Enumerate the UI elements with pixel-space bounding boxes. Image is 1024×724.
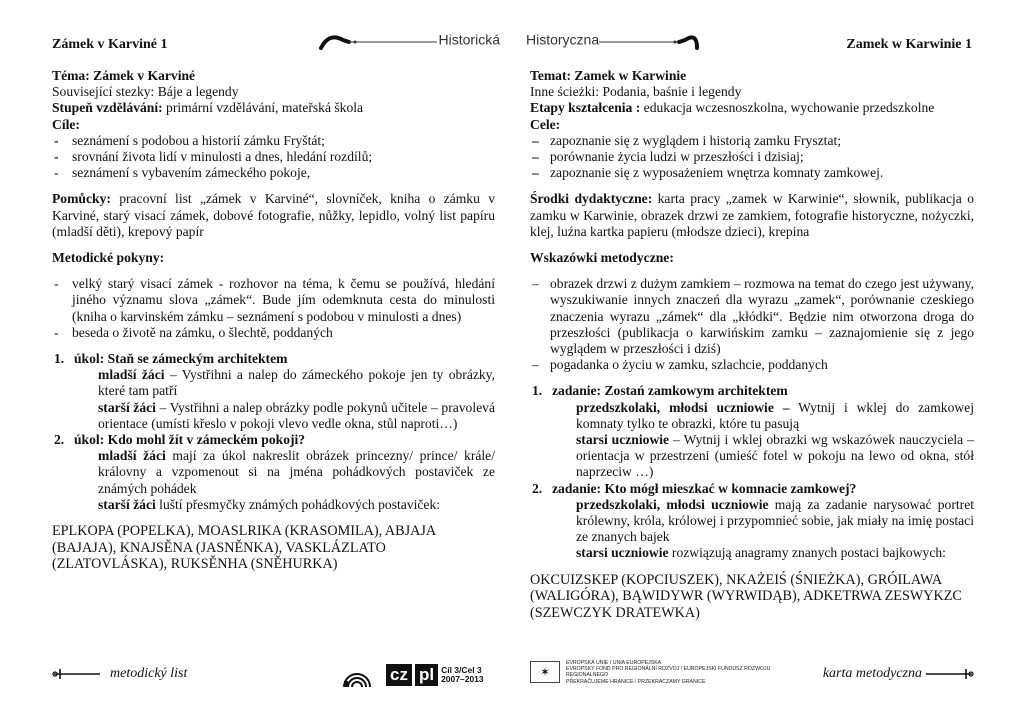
task-item: 2. zadanie: Kto mógł mieszkać w komnacie zamkowej? przedszkolaki, młodsi uczniowie mają za zadanie narysować portret królewny, króla, królowej i przypomnieć sobie, jak miały na imię postaci ze znanych bajek starsi uczniowie rozwiązują anagramy znanych postaci bajkowych: xyxy=(532,480,974,561)
method-list xyxy=(530,276,974,373)
sword-icon xyxy=(922,667,974,681)
list-item: - seznámení s podobou a historií zámku Fryštát; xyxy=(54,132,325,148)
related-trails: Související stezky: Báje a legendy xyxy=(52,84,239,100)
eu-logo: ✶ EVROPSKÁ UNIE / UNIA EUROPEJSKA EVROPSKÝ FOND PRO REGIONÁLNÍ ROZVOJ / EUROPEJSKI FUNDUSZ ROZWOJU REGIONALNEGO PŘEKRAČUJEME HRANICE / PRZEKRACZAMY GRANICE xyxy=(530,660,806,685)
method-heading: Wskazówki metodyczne: xyxy=(530,250,674,266)
anagram-list: OKCUIZSKEP (KOPCIUSZEK), NKAŻEIŚ (ŚNIEŻKA), GRÓILAWA (WALIGÓRA), BĄWIDYWR (WYRWIDĄB), ADKETRWA ZESWYKZC (SZEWCZYK DRATEWKA) xyxy=(530,571,962,621)
level-value: edukacja wczesnoszkolna, wychowanie przedszkolne xyxy=(640,100,935,116)
trail-arc-icon xyxy=(319,30,439,52)
page-header-title: Zámek v Karviné 1 xyxy=(52,37,168,52)
list-item: - srovnání života lidí v minulosti a dnes, hledání rozdílů; xyxy=(54,149,373,165)
footer-label: metodický list xyxy=(110,666,188,681)
page-header-title: Zamek w Karwinie 1 xyxy=(846,37,972,52)
task-list xyxy=(530,383,974,561)
footer-label: karta metodyczna xyxy=(822,666,922,681)
list-item: – zapoznanie się z wyglądem i historią zamku Frysztat; xyxy=(532,132,842,148)
level-label: Etapy kształcenia : xyxy=(530,100,641,116)
right-page-polish xyxy=(512,0,1024,724)
task-list xyxy=(52,351,495,513)
anagram-list: EPLKOPA (POPELKA), MOASLRIKA (KRASOMILA), ABJAJA (BAJAJA), KNAJSĚNA (JASNĚNKA), VASKLÁZLATO (ZLATOVLÁSKA), RUKSĚNHA (SNĚHURKA) xyxy=(52,523,436,573)
eu-flag-icon: ✶ xyxy=(530,661,560,683)
brand-text: Historická xyxy=(438,31,500,48)
goals-list xyxy=(52,133,495,182)
rainbow-logo-icon xyxy=(340,661,374,689)
method-heading: Metodické pokyny: xyxy=(52,250,165,266)
partner-logos xyxy=(340,660,484,690)
goals-label: Cíle: xyxy=(52,116,80,132)
brand-trail-logo xyxy=(526,30,699,52)
goals-label: Cele: xyxy=(530,116,561,132)
list-item: – pogadanka o życiu w zamku, szlachcie, poddanych xyxy=(532,357,828,373)
list-item: - velký starý visací zámek - rozhovor na téma, k čemu se používá, hledání jiného významu slova „zámek“. Bude jím odemknuta cesta do minulosti (kniha o karvinském zámku – seznámení s podobou v minulosti a dnes) xyxy=(54,276,495,324)
brand-text: Historyczna xyxy=(526,31,600,48)
topic: Téma: Zámek v Karviné xyxy=(52,68,196,83)
brand-trail-logo xyxy=(319,30,500,52)
list-item: – zapoznanie się z wyposażeniem wnętrza komnaty zamkowej. xyxy=(532,165,884,181)
list-item: – obrazek drzwi z dużym zamkiem – rozmowa na temat do czego jest używany, wyszukiwanie innych znaczeń dla wyrazu „zamek“, porównanie czeskiego znaczenia wyrazu „zámek“ dla „kłódki“. Będzie nim otworzona droga do przeszłości (publikacja o karwińskim zamku – zaznajomienie się z jego wyglądem w przeszłości i dziś) xyxy=(532,276,974,357)
level-label: Stupeň vzdělávání: xyxy=(52,100,163,116)
list-item: - beseda o životě na zámku, o šlechtě, poddaných xyxy=(54,324,333,340)
task-item: 2. úkol: Kdo mohl žít v zámeckém pokoji? mladší žáci mají za úkol nakreslit obrázek princezny/ prince/ krále/ královny a vzpomenout si na jména pohádkových postaviček ze známých pohádek starší žáci luští přesmyčky známých pohádkových postaviček: xyxy=(54,432,495,512)
aids-paragraph: Środki dydaktyczne: karta pracy „zamek w Karwinie“, słownik, publikacja o zamku w Karwinie, obrazek drzwi ze zamkiem, fotografie historyczne, nożyczki, klej, luźna kartka papieru (młodsze dzieci), krepina xyxy=(530,191,974,239)
page-content xyxy=(52,68,495,573)
method-list xyxy=(52,276,495,341)
topic: Temat: Zamek w Karwinie xyxy=(530,68,687,83)
list-item: - seznámení s vybavením zámeckého pokoje, xyxy=(54,165,311,181)
related-trails: Inne ścieżki: Podania, baśnie i legendy xyxy=(530,84,742,100)
list-item: – porównanie życia ludzi w przeszłości i dzisiaj; xyxy=(532,149,804,165)
trail-arc-icon xyxy=(599,30,699,52)
page-content xyxy=(530,68,974,621)
level-value: primární vzdělávání, mateřská škola xyxy=(162,100,364,116)
task-item: 1. úkol: Staň se zámeckým architektem mladší žáci – Vystřihni a nalep do zámeckého pokoje jen ty obrázky, které tam patří starší žáci – Vystřihni a nalep obrázky podle pokynů učitele – pravolevá orientace (umísti křeslo v pokoji vlevo vedle okna, stůl naproti…) xyxy=(54,351,495,431)
sword-icon xyxy=(52,667,104,681)
goals-list xyxy=(530,133,974,182)
czpl-logo: cz pl Cíl 3/Cel 3 2007–2013 xyxy=(386,664,484,686)
aids-paragraph: Pomůcky: pracovní list „zámek v Karviné“, slovníček, kniha o zámku v Karviné, starý visací zámek, dobové fotografie, nůžky, lepidlo, volný list papíru (mladší děti), krepový papír xyxy=(52,191,495,239)
task-item: 1. zadanie: Zostań zamkowym architektem przedszkolaki, młodsi uczniowie – Wytnij i wklej do zamkowej komnaty tylko te obrazki, które tu pasują starsi uczniowie – Wytnij i wklej obrazki wg wskazówek nauczyciela – orientacja w przestrzeni (umieść fotel w pokoju na lewo od okna, stół naprzeciw …) xyxy=(532,383,974,480)
